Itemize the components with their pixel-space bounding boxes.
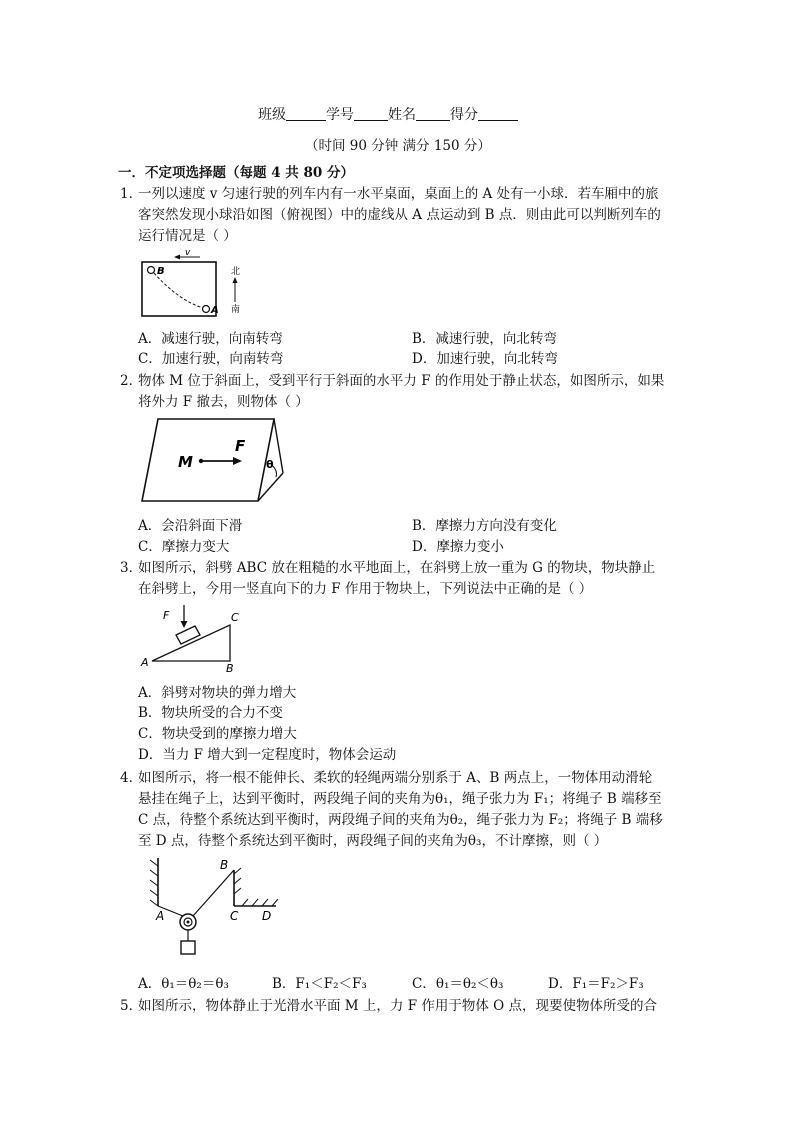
q1-figure — [138, 248, 248, 322]
ball-a — [203, 306, 210, 313]
b-label: B — [157, 266, 165, 277]
q4-option-d[interactable]: D．F₁＝F₂＞F₃ — [548, 976, 644, 992]
north-label: 北 — [231, 267, 241, 277]
class-blank[interactable] — [286, 106, 326, 121]
q5-line-1: 如图所示，物体静止于光滑水平面 M 上，力 F 作用于物体 O 点，现要使物体所受的合 — [138, 998, 658, 1014]
south-label: 南 — [231, 305, 241, 315]
q1-option-d[interactable]: D．加速行驶，向北转弯 — [412, 351, 558, 367]
q4-figure — [138, 854, 288, 966]
m-label: M — [178, 453, 193, 471]
f-label: F — [235, 437, 246, 455]
left-wall-hatch-5 — [150, 900, 158, 906]
table-top — [142, 262, 216, 316]
q1-option-a[interactable]: A．减速行驶，向南转弯 — [138, 331, 283, 347]
ball-b — [148, 267, 155, 274]
q1-line-3: 运行情况是（ ） — [138, 228, 237, 244]
left-wall-hatch-2 — [150, 870, 158, 876]
q3-line-1: 如图所示，斜劈 ABC 放在粗糙的水平地面上，在斜劈上放一重为 G 的物块，物块静止 — [138, 560, 656, 576]
q1-line-1: 一列以速度 v 匀速行驶的列车内有一水平桌面，桌面上的 A 处有一小球．若车厢中的旅 — [138, 186, 659, 202]
q4-line-3: C 点，待整个系统达到平衡时，两段绳子间的夹角为θ₂，绳子张力为 F₂；将绳子 B 端移 — [138, 812, 663, 828]
left-wall-hatch-4 — [150, 890, 158, 896]
q3-number: 3． — [120, 560, 143, 576]
c-label: C — [231, 611, 239, 624]
q4-option-b[interactable]: B．F₁＜F₂＜F₃ — [272, 976, 367, 992]
d-label: D — [262, 909, 272, 923]
floor-hatch-1 — [242, 899, 248, 906]
floor-hatch-2 — [252, 899, 258, 906]
q3-option-a[interactable]: A．斜劈对物块的弹力增大 — [138, 685, 297, 701]
ns-arrow-head — [233, 277, 238, 283]
incline-face — [142, 419, 274, 501]
q2-line-1: 物体 M 位于斜面上，受到平行于斜面的水平力 F 的作用处于静止状态，如图所示，如果 — [138, 373, 665, 389]
floor-hatch-3 — [262, 899, 268, 906]
b-label: B — [220, 858, 229, 872]
theta-label: θ — [266, 458, 274, 471]
ball-path — [154, 273, 203, 308]
a-label: A — [141, 656, 149, 669]
q1-line-2: 客突然发现小球沿如图（俯视图）中的虚线从 A 点运动到 B 点．则由此可以判断列车的 — [138, 207, 661, 223]
q1-option-c[interactable]: C．加速行驶，向南转弯 — [138, 351, 284, 367]
incline-side-1 — [274, 419, 283, 473]
q3-option-b[interactable]: B．物块所受的合力不变 — [138, 705, 283, 721]
hanging-block — [181, 941, 195, 954]
q4-option-c[interactable]: C．θ₁＝θ₂＜θ₃ — [412, 976, 504, 992]
q3-line-2: 在斜劈上，今用一竖直向下的力 F 作用于物块上，下列说法中正确的是（ ） — [138, 581, 593, 597]
score-label: 得分 — [450, 107, 478, 123]
name-label: 姓名 — [388, 107, 416, 123]
q2-option-d[interactable]: D．摩擦力变小 — [412, 539, 504, 555]
a-label: A — [156, 909, 165, 923]
q2-number: 2． — [120, 373, 143, 389]
c-label: C — [230, 909, 239, 923]
left-wall-hatch-1 — [150, 860, 158, 866]
force-arrow-head — [181, 621, 188, 628]
q2-figure — [138, 413, 288, 505]
wedge — [152, 625, 230, 661]
name-blank[interactable] — [416, 106, 450, 121]
right-wall-hatch-1 — [234, 868, 241, 874]
q2-option-c[interactable]: C．摩擦力变大 — [138, 539, 230, 555]
time-info: （时间 90 分钟 满分 150 分） — [305, 138, 491, 154]
q3-option-d[interactable]: D．当力 F 增大到一定程度时，物体会运动 — [138, 747, 397, 763]
section-title: 一．不定项选择题（每题 4 共 80 分） — [118, 165, 354, 181]
v-arrow-head — [174, 255, 180, 260]
q2-option-a[interactable]: A．会沿斜面下滑 — [138, 518, 243, 534]
force-label: F — [163, 609, 170, 622]
floor-hatch-4 — [272, 899, 278, 906]
incline-side-2 — [258, 473, 283, 501]
q4-line-1: 如图所示，将一根不能伸长、柔软的轻绳两端分别系于 A、B 两点上，一物体用动滑轮 — [138, 770, 653, 786]
header-fields — [258, 104, 518, 124]
right-wall-hatch-2 — [234, 878, 241, 884]
q4-line-2: 悬挂在绳子上，达到平衡时，两段绳子间的夹角为θ₁，绳子张力为 F₁；将绳子 B 端移至 — [138, 791, 662, 807]
b-label: B — [226, 662, 234, 675]
pulley-axle — [187, 921, 190, 924]
q4-option-a[interactable]: A．θ₁＝θ₂＝θ₃ — [138, 976, 229, 992]
a-label: A — [211, 305, 219, 316]
q3-option-c[interactable]: C．物块受到的摩擦力增大 — [138, 726, 297, 742]
v-label: v — [185, 248, 191, 258]
left-wall-hatch-3 — [150, 880, 158, 886]
q4-number: 4． — [120, 770, 143, 786]
q2-line-2: 将外力 F 撤去，则物体（ ） — [138, 394, 309, 410]
q1-option-b[interactable]: B．减速行驶，向北转弯 — [412, 331, 557, 347]
class-label: 班级 — [258, 107, 286, 123]
q2-option-b[interactable]: B．摩擦力方向没有变化 — [412, 518, 557, 534]
right-wall-hatch-3 — [234, 888, 241, 894]
student-no-label: 学号 — [326, 107, 354, 123]
block — [176, 626, 200, 644]
student-no-blank[interactable] — [354, 106, 388, 121]
q1-number: 1． — [120, 186, 143, 202]
rope-right — [193, 870, 234, 916]
score-blank[interactable] — [478, 106, 518, 121]
f-arrow-head — [233, 457, 242, 465]
q3-figure — [138, 601, 248, 675]
q5-number: 5． — [120, 998, 143, 1014]
q4-line-4: 至 D 点，待整个系统达到平衡时，两段绳子间的夹角为θ₃，不计摩擦，则（ ） — [138, 833, 608, 849]
